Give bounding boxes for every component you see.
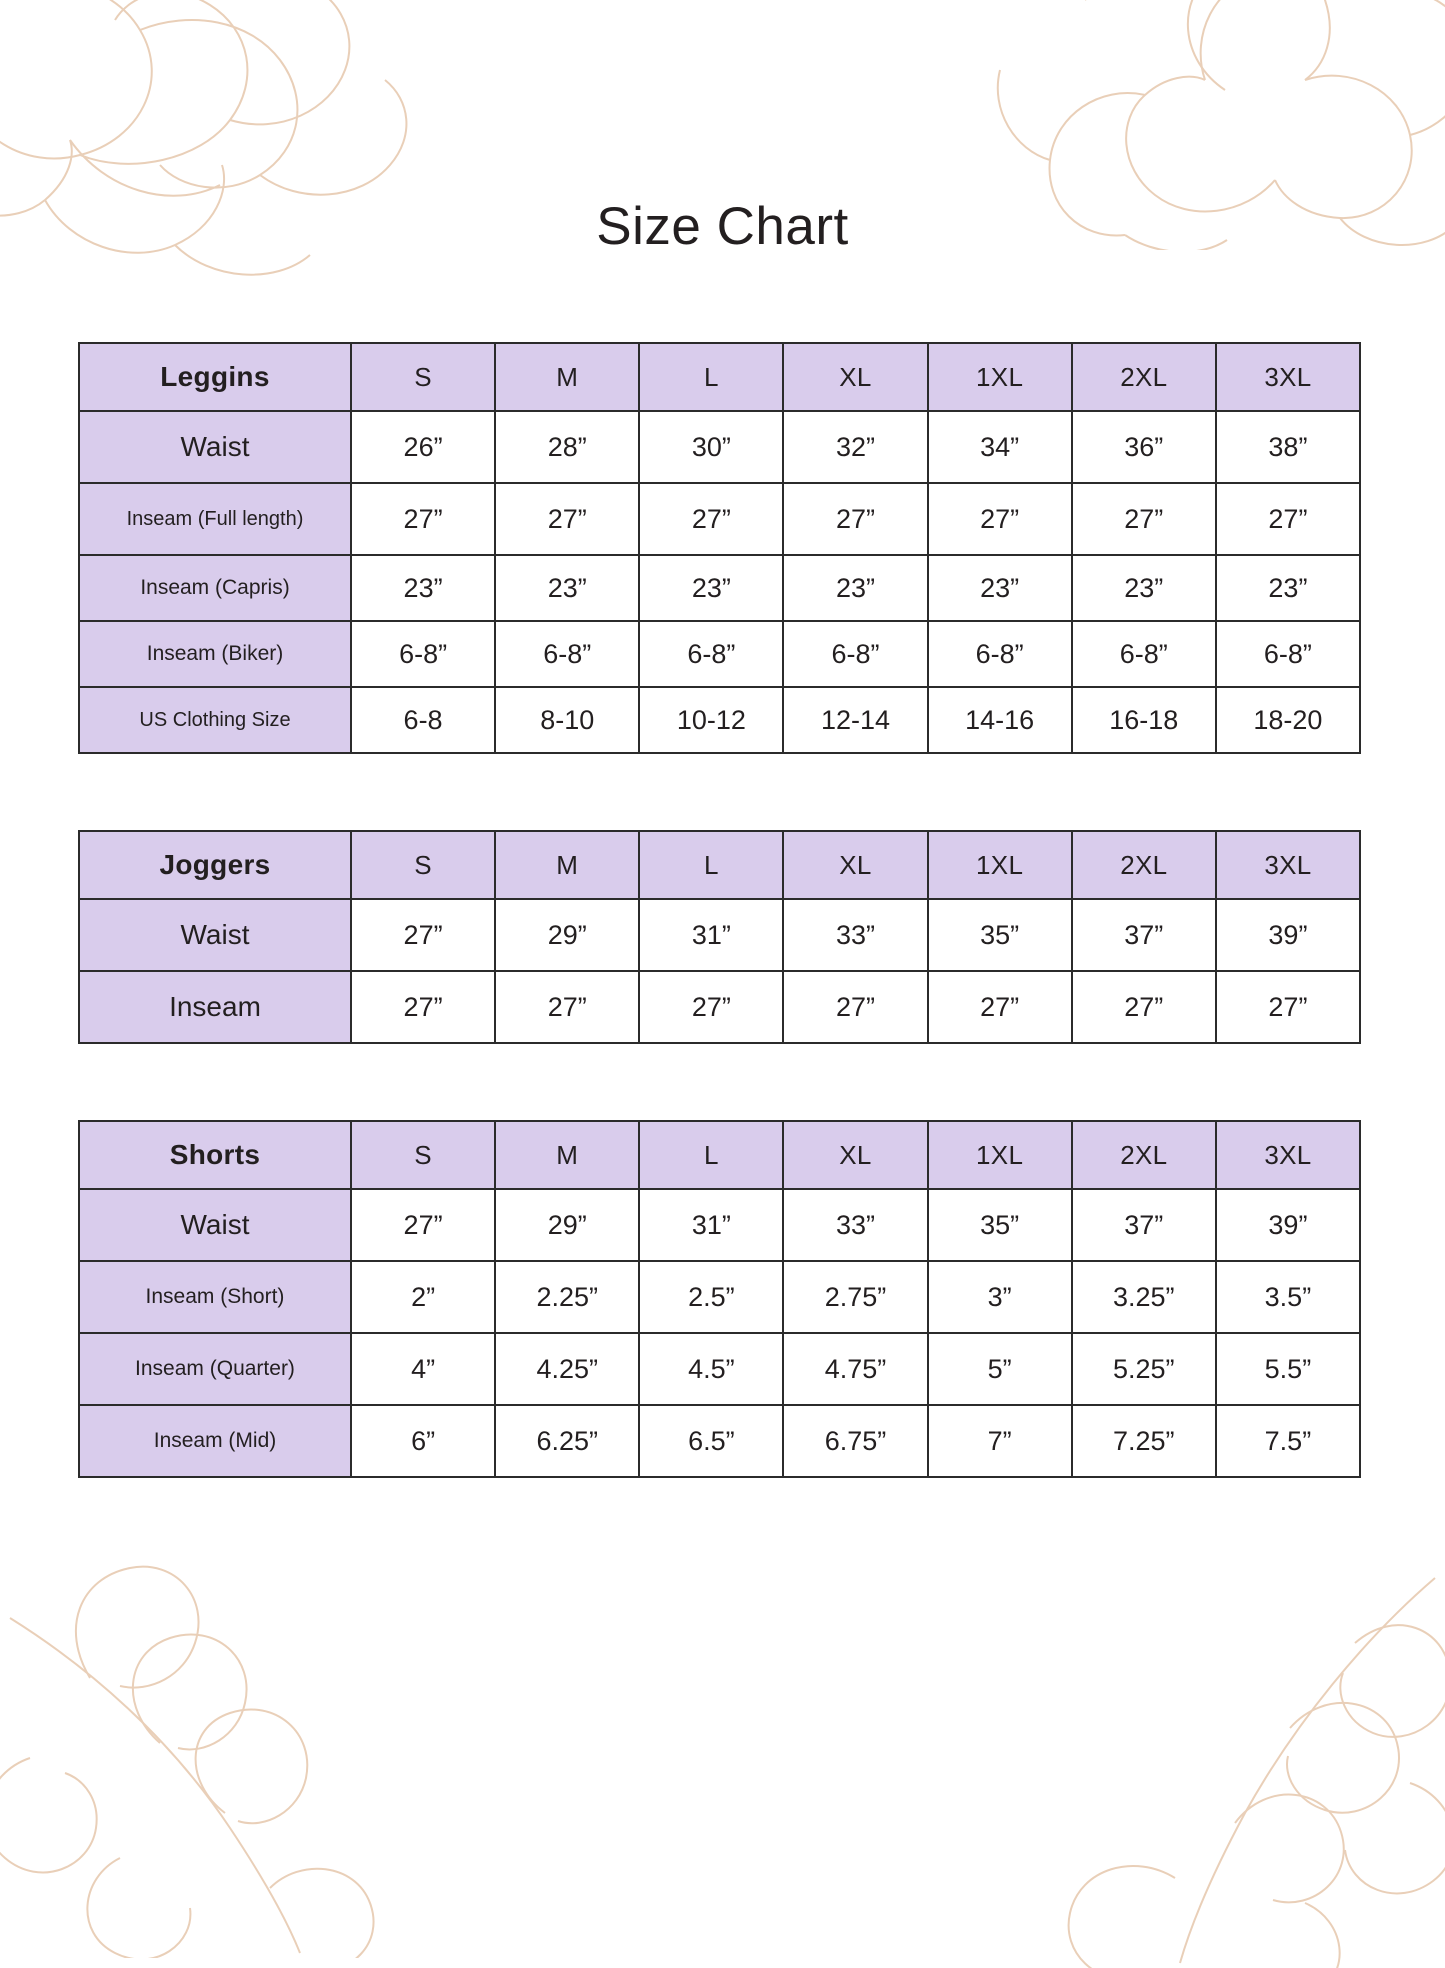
table-shorts (78, 1120, 1361, 1478)
cell-value: 8-10 (495, 687, 639, 753)
row-label-waist: Waist (79, 1189, 351, 1261)
cell-value: 29” (495, 899, 639, 971)
table-leggins-col-3xl: 3XL (1216, 343, 1360, 411)
table-row (79, 1189, 1360, 1261)
cell-value: 32” (783, 411, 927, 483)
table-joggers-col-3xl: 3XL (1216, 831, 1360, 899)
cell-value: 27” (1072, 483, 1216, 555)
table-shorts-col-2xl: 2XL (1072, 1121, 1216, 1189)
cell-value: 27” (928, 483, 1072, 555)
cell-value: 6-8” (351, 621, 495, 687)
table-joggers-col-l: L (639, 831, 783, 899)
cell-value: 6-8” (1216, 621, 1360, 687)
cell-value: 23” (639, 555, 783, 621)
cell-value: 31” (639, 899, 783, 971)
cell-value: 4.25” (495, 1333, 639, 1405)
cell-value: 35” (928, 899, 1072, 971)
table-leggins (78, 342, 1361, 754)
table-row (79, 971, 1360, 1043)
table-leggins-col-m: M (495, 343, 639, 411)
cell-value: 4” (351, 1333, 495, 1405)
cell-value: 4.75” (783, 1333, 927, 1405)
cell-value: 12-14 (783, 687, 927, 753)
cell-value: 6.75” (783, 1405, 927, 1477)
table-shorts-col-l: L (639, 1121, 783, 1189)
cell-value: 27” (1072, 971, 1216, 1043)
cell-value: 7.5” (1216, 1405, 1360, 1477)
table-joggers-col-m: M (495, 831, 639, 899)
cell-value: 27” (1216, 971, 1360, 1043)
cell-value: 23” (495, 555, 639, 621)
table-row (79, 1333, 1360, 1405)
cell-value: 2.25” (495, 1261, 639, 1333)
table-leggins-col-s: S (351, 343, 495, 411)
row-label-inseam-biker: Inseam (Biker) (79, 621, 351, 687)
table-joggers-col-2xl: 2XL (1072, 831, 1216, 899)
cell-value: 28” (495, 411, 639, 483)
cell-value: 14-16 (928, 687, 1072, 753)
cell-value: 18-20 (1216, 687, 1360, 753)
table-shorts-header-row (79, 1121, 1360, 1189)
table-joggers-header-row (79, 831, 1360, 899)
table-joggers-col-s: S (351, 831, 495, 899)
cell-value: 5.25” (1072, 1333, 1216, 1405)
cell-value: 6-8 (351, 687, 495, 753)
table-row (79, 687, 1360, 753)
cell-value: 6-8” (928, 621, 1072, 687)
table-row (79, 1261, 1360, 1333)
cell-value: 23” (1072, 555, 1216, 621)
cell-value: 3” (928, 1261, 1072, 1333)
cell-value: 35” (928, 1189, 1072, 1261)
cell-value: 27” (351, 971, 495, 1043)
cell-value: 27” (783, 483, 927, 555)
cell-value: 6-8” (639, 621, 783, 687)
cell-value: 23” (1216, 555, 1360, 621)
table-leggins-category-header: Leggins (79, 343, 351, 411)
table-shorts-col-xl: XL (783, 1121, 927, 1189)
cell-value: 27” (928, 971, 1072, 1043)
row-label-inseam-short: Inseam (Short) (79, 1261, 351, 1333)
table-row (79, 899, 1360, 971)
table-joggers-col-xl: XL (783, 831, 927, 899)
table-shorts-col-m: M (495, 1121, 639, 1189)
cell-value: 27” (783, 971, 927, 1043)
row-label-waist: Waist (79, 899, 351, 971)
cell-value: 27” (639, 971, 783, 1043)
cell-value: 6-8” (495, 621, 639, 687)
cell-value: 23” (783, 555, 927, 621)
cell-value: 36” (1072, 411, 1216, 483)
cell-value: 29” (495, 1189, 639, 1261)
table-row (79, 621, 1360, 687)
table-shorts-col-1xl: 1XL (928, 1121, 1072, 1189)
tables-container (78, 342, 1367, 1478)
cell-value: 23” (928, 555, 1072, 621)
cell-value: 6-8” (783, 621, 927, 687)
cell-value: 33” (783, 1189, 927, 1261)
cell-value: 30” (639, 411, 783, 483)
table-shorts-col-s: S (351, 1121, 495, 1189)
cell-value: 3.25” (1072, 1261, 1216, 1333)
table-leggins-col-2xl: 2XL (1072, 343, 1216, 411)
cell-value: 37” (1072, 1189, 1216, 1261)
row-label-inseam-mid: Inseam (Mid) (79, 1405, 351, 1477)
table-leggins-col-xl: XL (783, 343, 927, 411)
table-row (79, 483, 1360, 555)
cell-value: 6” (351, 1405, 495, 1477)
cell-value: 27” (1216, 483, 1360, 555)
cell-value: 10-12 (639, 687, 783, 753)
table-shorts-category-header: Shorts (79, 1121, 351, 1189)
cell-value: 27” (495, 483, 639, 555)
cell-value: 31” (639, 1189, 783, 1261)
page-title: Size Chart (596, 197, 849, 256)
row-label-inseam-full-length: Inseam (Full length) (79, 483, 351, 555)
table-joggers-category-header: Joggers (79, 831, 351, 899)
row-label-inseam-capris: Inseam (Capris) (79, 555, 351, 621)
cell-value: 6-8” (1072, 621, 1216, 687)
cell-value: 34” (928, 411, 1072, 483)
cell-value: 7.25” (1072, 1405, 1216, 1477)
table-leggins-header-row (79, 343, 1360, 411)
row-label-inseam: Inseam (79, 971, 351, 1043)
table-row (79, 411, 1360, 483)
table-leggins-col-l: L (639, 343, 783, 411)
cell-value: 37” (1072, 899, 1216, 971)
table-leggins-col-1xl: 1XL (928, 343, 1072, 411)
cell-value: 38” (1216, 411, 1360, 483)
row-label-waist: Waist (79, 411, 351, 483)
table-joggers (78, 830, 1361, 1044)
cell-value: 5.5” (1216, 1333, 1360, 1405)
cell-value: 27” (351, 899, 495, 971)
cell-value: 7” (928, 1405, 1072, 1477)
cell-value: 27” (495, 971, 639, 1043)
cell-value: 33” (783, 899, 927, 971)
row-label-inseam-quarter: Inseam (Quarter) (79, 1333, 351, 1405)
table-joggers-col-1xl: 1XL (928, 831, 1072, 899)
cell-value: 6.25” (495, 1405, 639, 1477)
cell-value: 3.5” (1216, 1261, 1360, 1333)
table-shorts-col-3xl: 3XL (1216, 1121, 1360, 1189)
cell-value: 5” (928, 1333, 1072, 1405)
cell-value: 27” (351, 483, 495, 555)
cell-value: 16-18 (1072, 687, 1216, 753)
cell-value: 2.5” (639, 1261, 783, 1333)
cell-value: 39” (1216, 1189, 1360, 1261)
cell-value: 39” (1216, 899, 1360, 971)
table-row (79, 1405, 1360, 1477)
cell-value: 2” (351, 1261, 495, 1333)
cell-value: 27” (351, 1189, 495, 1261)
row-label-us-clothing-size: US Clothing Size (79, 687, 351, 753)
cell-value: 26” (351, 411, 495, 483)
cell-value: 23” (351, 555, 495, 621)
table-row (79, 555, 1360, 621)
cell-value: 6.5” (639, 1405, 783, 1477)
cell-value: 4.5” (639, 1333, 783, 1405)
cell-value: 2.75” (783, 1261, 927, 1333)
cell-value: 27” (639, 483, 783, 555)
